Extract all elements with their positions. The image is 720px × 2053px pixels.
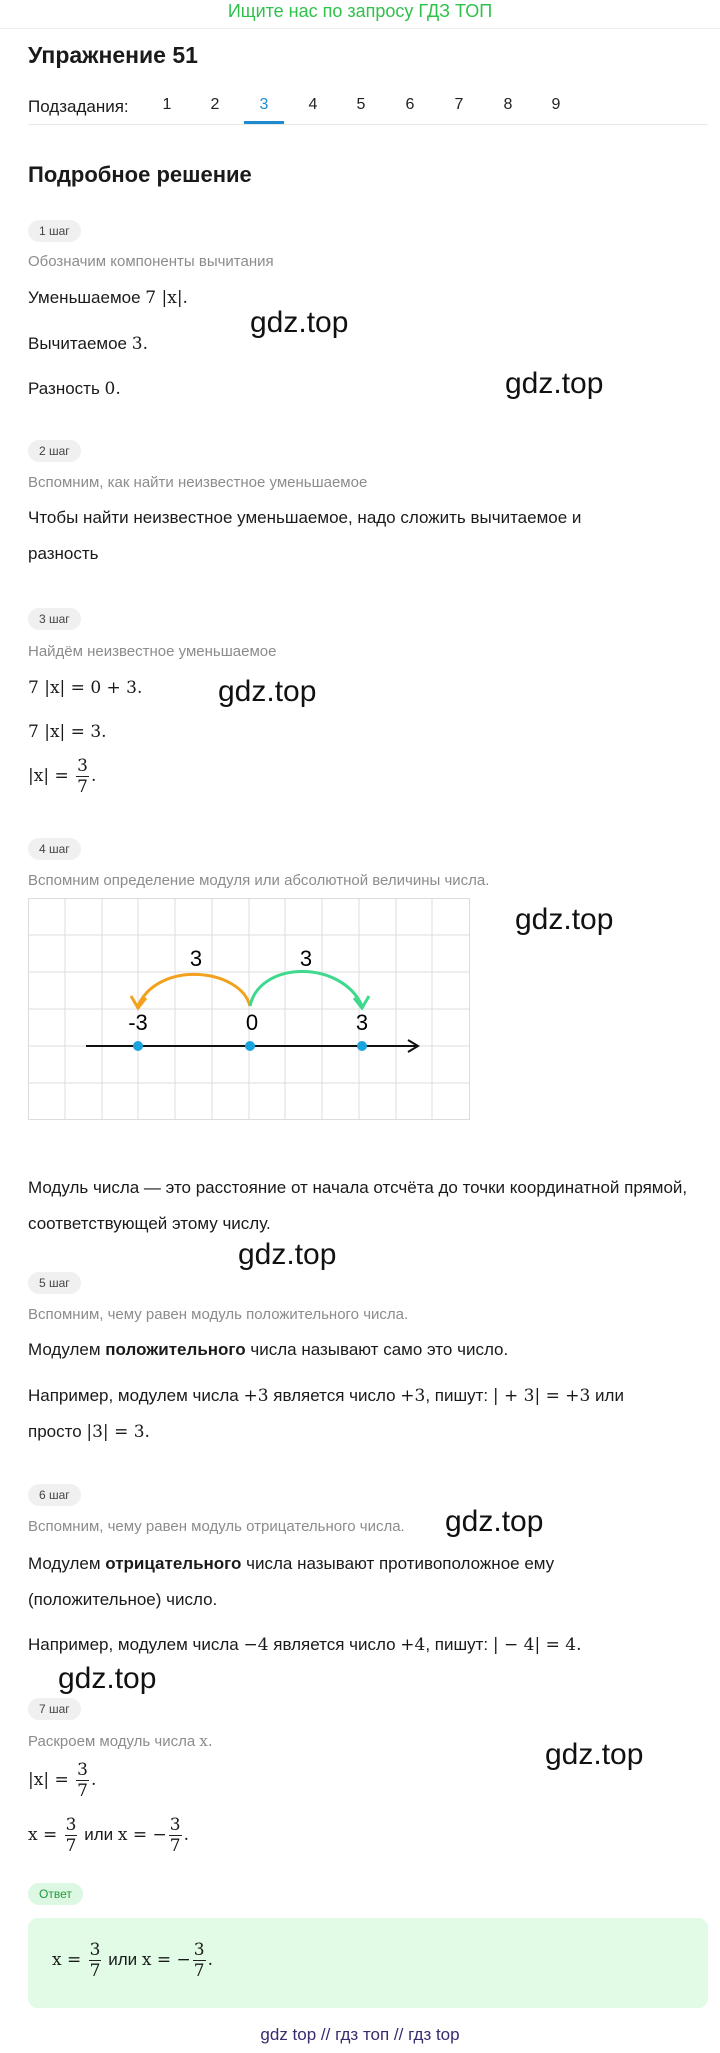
solution-heading: Подробное решение (28, 162, 252, 187)
fraction: $\frac{3}{7}$ (89, 1940, 101, 1981)
step-hint-1: Обозначим компоненты вычитания (28, 253, 274, 270)
fraction: $\frac{3}{7}$ (77, 756, 88, 797)
subtask-tab-8[interactable]: 8 (503, 96, 513, 113)
watermark: gdz.top (58, 1662, 157, 1695)
subtask-tab-6[interactable]: 6 (405, 96, 415, 113)
number-line-diagram (28, 898, 470, 1120)
step-badge-7: 7 шаг (28, 1698, 81, 1720)
answer-badge: Ответ (28, 1883, 83, 1905)
step-hint-4: Вспомним определение модуля или абсолютной величины числа. (28, 872, 490, 889)
subtask-tab-2[interactable]: 2 (210, 96, 220, 113)
step-badge-4: 4 шаг (28, 838, 81, 860)
point-zero (245, 1041, 255, 1051)
fraction: $\frac{3}{7}$ (65, 1815, 77, 1856)
step7-equation-2: x = $\frac{3}{7}$ или x = − $\frac{3}{7}$ . (28, 1815, 189, 1856)
step-hint-3: Найдём неизвестное уменьшаемое (28, 643, 277, 660)
step-hint-7: Раскроем модуль числа x. (28, 1732, 213, 1750)
step3-equation-1: 7 |x| = 0 + 3. (28, 678, 143, 698)
label-zero: 0 (245, 1010, 259, 1035)
label-three: 3 (355, 1010, 369, 1035)
grid (28, 898, 470, 1120)
left-arc (138, 974, 250, 1006)
subtask-tab-3[interactable]: 3 (259, 96, 269, 113)
point-three (357, 1041, 367, 1051)
page-title: Упражнение 51 (28, 42, 198, 68)
step1-line-difference: Разность 0. (28, 379, 121, 399)
step1-line-subtrahend: Вычитаемое 3. (28, 334, 148, 354)
search-banner: Ищите нас по запросу ГДЗ ТОП (227, 1, 493, 21)
step-badge-1: 1 шаг (28, 220, 81, 242)
fraction: $\frac{3}{7}$ (193, 1940, 205, 1981)
step6-example: Например, модулем числа −4 является число +4, пишут: | − 4| = 4. (28, 1635, 582, 1655)
step-badge-5: 5 шаг (28, 1272, 81, 1294)
step-badge-2: 2 шаг (28, 440, 81, 462)
watermark: gdz.top (445, 1505, 544, 1538)
watermark: gdz.top (218, 675, 317, 708)
active-tab-indicator (244, 121, 284, 124)
right-arc-label: 3 (299, 946, 313, 971)
step1-line-minuend: Уменьшаемое 7 |x|. (28, 288, 188, 308)
step-badge-3: 3 шаг (28, 608, 81, 630)
subtasks-label: Подзадания: (28, 97, 129, 116)
subtask-tab-1[interactable]: 1 (162, 96, 172, 113)
watermark: gdz.top (238, 1238, 337, 1271)
step4-text: Модуль числа — это расстояние от начала отсчёта до точки координатной прямой, соответствующей этому числу. (28, 1178, 688, 1233)
footer-links[interactable]: gdz top // гдз топ // гдз top (260, 2025, 460, 2044)
subtask-tab-7[interactable]: 7 (454, 96, 464, 113)
subtask-tab-4[interactable]: 4 (308, 96, 318, 113)
step7-equation-1: |x| = $\frac{3}{7}$ . (28, 1760, 97, 1801)
step-hint-5: Вспомним, чему равен модуль положительного числа. (28, 1306, 409, 1323)
answer-equation: x = $\frac{3}{7}$ или x = − $\frac{3}{7}$ . (52, 1940, 213, 1981)
watermark: gdz.top (505, 367, 604, 400)
watermark: gdz.top (545, 1738, 644, 1771)
step5-definition: Модулем положительного числа называют само это число. (28, 1340, 509, 1359)
watermark: gdz.top (515, 903, 614, 936)
subtask-tab-9[interactable]: 9 (551, 96, 561, 113)
step2-text: Чтобы найти неизвестное уменьшаемое, надо сложить вычитаемое и разность (28, 508, 582, 563)
step-badge-6: 6 шаг (28, 1484, 81, 1506)
step3-equation-2: 7 |x| = 3. (28, 722, 107, 742)
label-minus-three: -3 (128, 1010, 148, 1035)
fraction: $\frac{3}{7}$ (169, 1815, 181, 1856)
subtask-tab-5[interactable]: 5 (356, 96, 366, 113)
watermark: gdz.top (250, 306, 349, 339)
step3-equation-3: |x| = $\frac{3}{7}$ . (28, 756, 97, 797)
point-minus-three (133, 1041, 143, 1051)
tabs-divider (28, 124, 708, 125)
right-arc (250, 972, 362, 1007)
step6-definition: Модулем отрицательного числа называют противоположное ему (положительное) число. (28, 1554, 555, 1609)
step-hint-2: Вспомним, как найти неизвестное уменьшаемое (28, 474, 368, 491)
left-arc-label: 3 (189, 946, 203, 971)
step5-example: Например, модулем числа +3 является число +3, пишут: | + 3| = +3 или просто |3| = 3. (28, 1386, 624, 1442)
fraction: $\frac{3}{7}$ (77, 1760, 88, 1801)
step-hint-6: Вспомним, чему равен модуль отрицательного числа. (28, 1518, 405, 1535)
